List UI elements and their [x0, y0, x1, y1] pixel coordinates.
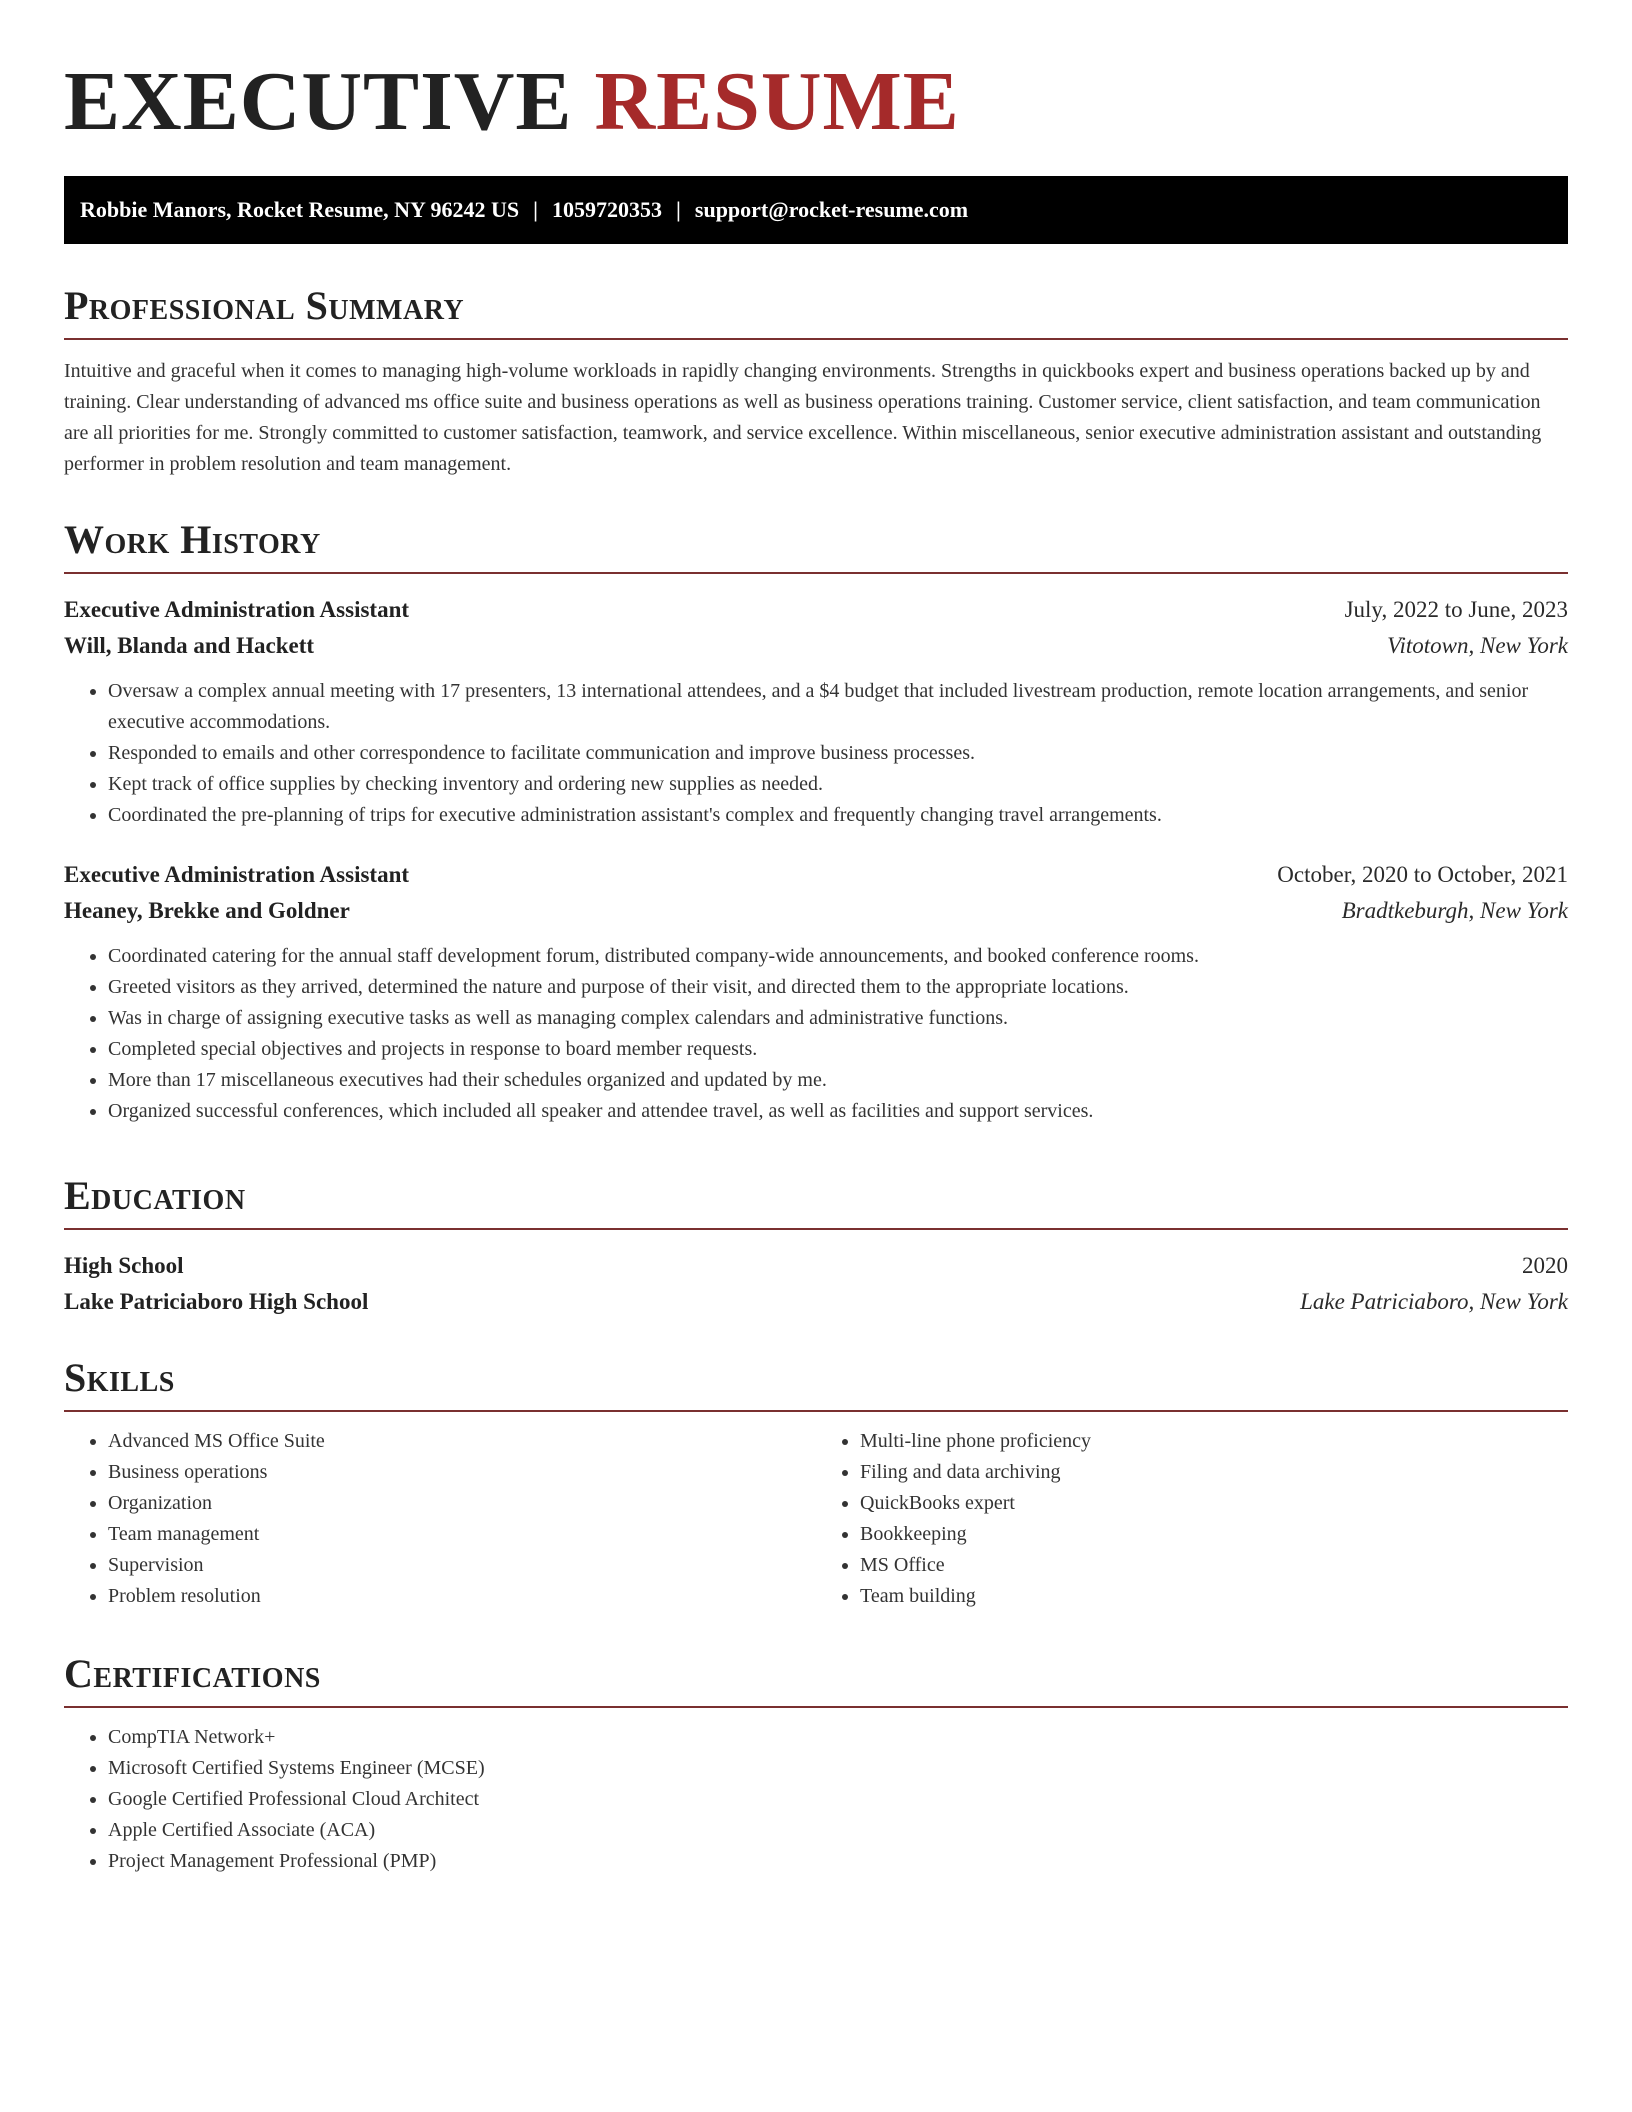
contact-bar	[64, 176, 1568, 244]
skill-item: • Team building	[860, 1581, 1568, 1612]
job-company-row	[64, 893, 1568, 929]
contact-phone: 1059720353	[552, 197, 663, 222]
skill-item: • Problem resolution	[108, 1581, 816, 1612]
job-title: Executive Administration Assistant	[64, 597, 410, 622]
job-bullet: • Responded to emails and other correspondence to facilitate communication and improve business processes.	[108, 738, 1568, 769]
summary-heading: Professional Summary	[64, 280, 1568, 340]
education-degree-row	[64, 1248, 1568, 1284]
job-bullets	[64, 941, 1568, 1127]
title-main: EXECUTIVE	[64, 55, 573, 148]
work-history-heading: Work History	[64, 514, 1568, 574]
job-bullet: • Coordinated catering for the annual staff development forum, distributed company-wide announcements, and booked conference rooms.	[108, 941, 1568, 972]
education-school: Lake Patriciaboro High School	[64, 1289, 369, 1314]
skills-list-right	[816, 1426, 1568, 1612]
education-heading: Education	[64, 1170, 1568, 1230]
job-bullet: • Oversaw a complex annual meeting with 17 presenters, 13 international attendees, and a $4 budget that included livestream production, remote location arrangements, and senior executive accommodations.	[108, 676, 1568, 738]
skill-item: • Organization	[108, 1488, 816, 1519]
skill-item: • Business operations	[108, 1457, 816, 1488]
resume-page	[64, 0, 1568, 1872]
summary-section	[64, 280, 1568, 480]
job-dates: October, 2020 to October, 2021	[1277, 862, 1568, 887]
education-location: Lake Patriciaboro, New York	[1300, 1289, 1568, 1314]
job-entry	[64, 857, 1568, 1127]
education-year: 2020	[1522, 1253, 1568, 1278]
skills-list-left	[64, 1426, 816, 1612]
education-entry	[64, 1248, 1568, 1320]
job-dates: July, 2022 to June, 2023	[1344, 597, 1568, 622]
work-history-section	[64, 514, 1568, 1127]
job-company-row	[64, 628, 1568, 664]
job-bullet: • More than 17 miscellaneous executives had their schedules organized and updated by me.	[108, 1065, 1568, 1096]
certifications-list	[64, 1722, 1568, 1877]
education-degree: High School	[64, 1253, 184, 1278]
contact-separator: |	[533, 197, 539, 222]
education-school-row	[64, 1284, 1568, 1320]
skill-item: • QuickBooks expert	[860, 1488, 1568, 1519]
certification-item: • Project Management Professional (PMP)	[108, 1846, 1568, 1877]
skills-section	[64, 1352, 1568, 1612]
job-title: Executive Administration Assistant	[64, 862, 410, 887]
certification-item: • Microsoft Certified Systems Engineer (MCSE)	[108, 1753, 1568, 1784]
skill-item: • Team management	[108, 1519, 816, 1550]
job-bullet: • Coordinated the pre-planning of trips for executive administration assistant's complex and frequently changing travel arrangements.	[108, 800, 1568, 831]
contact-separator: |	[676, 197, 681, 222]
job-location: Vitotown, New York	[1387, 633, 1568, 658]
job-bullet: • Was in charge of assigning executive tasks as well as managing complex calendars and administrative functions.	[108, 1003, 1568, 1034]
job-company: Will, Blanda and Hackett	[64, 633, 315, 658]
certifications-heading: Certifications	[64, 1648, 1568, 1708]
contact-email: support@rocket-resume.com	[694, 197, 969, 222]
education-section	[64, 1170, 1568, 1320]
job-bullet: • Completed special objectives and projects in response to board member requests.	[108, 1034, 1568, 1065]
skill-item: • Supervision	[108, 1550, 816, 1581]
summary-text: Intuitive and graceful when it comes to managing high-volume workloads in rapidly changing environments. Strengths in quickbooks expert and business operations backed up by and training. Clear understanding of advanced ms office suite and business operations as well as business operations training. Customer service, client satisfaction, and team communication are all priorities for me. Strongly committed to customer satisfaction, teamwork, and service excellence. Within miscellaneous, senior executive administration assistant and outstanding performer in problem resolution and team management.	[64, 360, 1542, 475]
contact-address: Robbie Manors, Rocket Resume, NY 96242 US	[80, 197, 520, 222]
skill-item: • Multi-line phone proficiency	[860, 1426, 1568, 1457]
skill-item: • MS Office	[860, 1550, 1568, 1581]
certification-item: • Apple Certified Associate (ACA)	[108, 1815, 1568, 1846]
job-bullets	[64, 676, 1568, 831]
job-location: Bradtkeburgh, New York	[1341, 898, 1568, 923]
job-bullet: • Greeted visitors as they arrived, determined the nature and purpose of their visit, and directed them to the appropriate locations.	[108, 972, 1568, 1003]
title-accent: RESUME	[594, 55, 960, 148]
job-company: Heaney, Brekke and Goldner	[64, 898, 350, 923]
skill-item: • Bookkeeping	[860, 1519, 1568, 1550]
job-title-row	[64, 857, 1568, 893]
certification-item: • CompTIA Network+	[108, 1722, 1568, 1753]
job-bullet: • Kept track of office supplies by checking inventory and ordering new supplies as needed.	[108, 769, 1568, 800]
skills-heading: Skills	[64, 1352, 1568, 1412]
skills-columns	[64, 1426, 1568, 1612]
job-title-row	[64, 592, 1568, 628]
job-bullet: • Organized successful conferences, which included all speaker and attendee travel, as well as facilities and support services.	[108, 1096, 1568, 1127]
certifications-section	[64, 1648, 1568, 1877]
certification-item: • Google Certified Professional Cloud Architect	[108, 1784, 1568, 1815]
skill-item: • Filing and data archiving	[860, 1457, 1568, 1488]
resume-title	[64, 0, 1568, 172]
job-entry	[64, 592, 1568, 831]
skill-item: • Advanced MS Office Suite	[108, 1426, 816, 1457]
